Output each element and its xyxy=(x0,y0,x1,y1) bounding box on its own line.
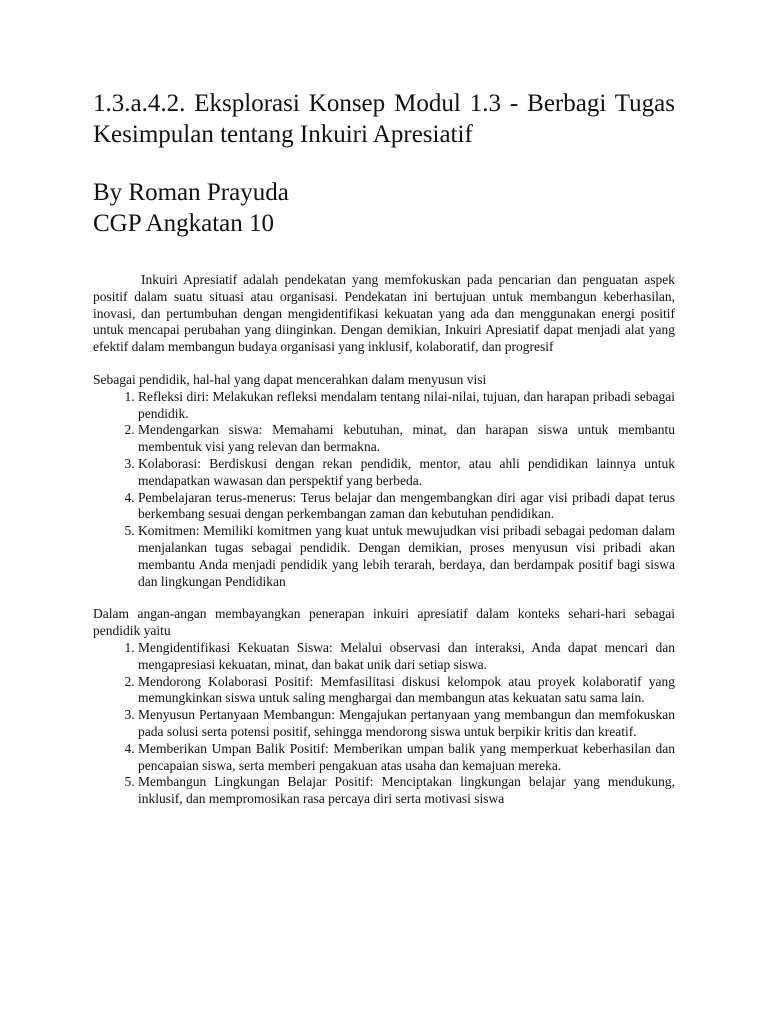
list-item: 3. Menyusun Pertanyaan Membangun: Mengajukan pertanyaan yang membangun dan memfokuskan pada solusi serta potensi positif, sehingga mendorong siswa untuk berpikir kritis dan kreatif. xyxy=(138,707,675,741)
list-item: 3. Kolaborasi: Berdiskusi dengan rekan pendidik, mentor, atau ahli pendidikan lainnya untuk mendapatkan wawasan dan perspektif yang berbeda. xyxy=(138,456,675,490)
vision-section xyxy=(93,372,675,590)
author-name: By Roman Prayuda xyxy=(93,179,289,206)
intro-paragraph: Inkuiri Apresiatif adalah pendekatan yang memfokuskan pada pencarian dan penguatan aspek positif dalam suatu situasi atau organisasi. Pendekatan ini bertujuan untuk membangun keberhasilan, inovasi, dan pertumbuhan dengan mengidentifikasi kekuatan yang ada dan menggunakan energi positif untuk mencapai perubahan yang diinginkan. Dengan demikian, Inkuiri Apresiatif dapat menjadi alat yang efektif dalam membangun budaya organisasi yang inklusif, kolaboratif, dan progresif xyxy=(93,272,675,355)
application-section-lead: Dalam angan-angan membayangkan penerapan inkuiri apresiatif dalam konteks sehari-hari sebagai pendidik yaitu xyxy=(93,606,675,639)
list-item: 4. Memberikan Umpan Balik Positif: Memberikan umpan balik yang memperkuat keberhasilan dan pencapaian siswa, serta memberi pengakuan atas usaha dan kemajuan mereka. xyxy=(138,741,675,775)
list-item: 1. Mengidentifikasi Kekuatan Siswa: Melalui observasi dan interaksi, Anda dapat mencari dan mengapresiasi kekuatan, minat, dan bakat unik dari setiap siswa. xyxy=(138,640,675,674)
list-item: 1. Refleksi diri: Melakukan refleksi mendalam tentang nilai-nilai, tujuan, dan harapan pribadi sebagai pendidik. xyxy=(138,389,675,423)
list-item: 2. Mendorong Kolaborasi Positif: Memfasilitasi diskusi kelompok atau proyek kolaboratif yang memungkinkan siswa untuk saling menghargai dan membangun atas kekuatan satu sama lain. xyxy=(138,674,675,708)
document-title: 1.3.a.4.2. Eksplorasi Konsep Modul 1.3 - Berbagi Tugas Kesimpulan tentang Inkuiri Apresiatif xyxy=(93,90,675,148)
author-cohort: CGP Angkatan 10 xyxy=(93,210,275,237)
vision-section-lead: Sebagai pendidik, hal-hal yang dapat mencerahkan dalam menyusun visi xyxy=(93,371,487,387)
author-block xyxy=(93,177,675,239)
list-item: 5. Komitmen: Memiliki komitmen yang kuat untuk mewujudkan visi pribadi sebagai pedoman dalam menjalankan tugas sebagai pendidik. Dengan demikian, proses menyusun visi pribadi akan membantu Anda menjadi pendidik yang lebih terarah, berdaya, dan berdampak positif bagi siswa dan lingkungan Pendidikan xyxy=(138,523,675,590)
application-section xyxy=(93,606,675,808)
list-item: 5. Membangun Lingkungan Belajar Positif: Menciptakan lingkungan belajar yang mendukung, inklusif, dan mempromosikan rasa percaya diri serta motivasi siswa xyxy=(138,774,675,808)
vision-list xyxy=(93,389,675,591)
list-item: 2. Mendengarkan siswa: Memahami kebutuhan, minat, dan harapan siswa untuk membantu membentuk visi yang relevan dan bermakna. xyxy=(138,422,675,456)
application-list xyxy=(93,640,675,808)
list-item: 4. Pembelajaran terus-menerus: Terus belajar dan mengembangkan diri agar visi pribadi dapat terus berkembang sesuai dengan perkembangan zaman dan kebutuhan pendidikan. xyxy=(138,490,675,524)
